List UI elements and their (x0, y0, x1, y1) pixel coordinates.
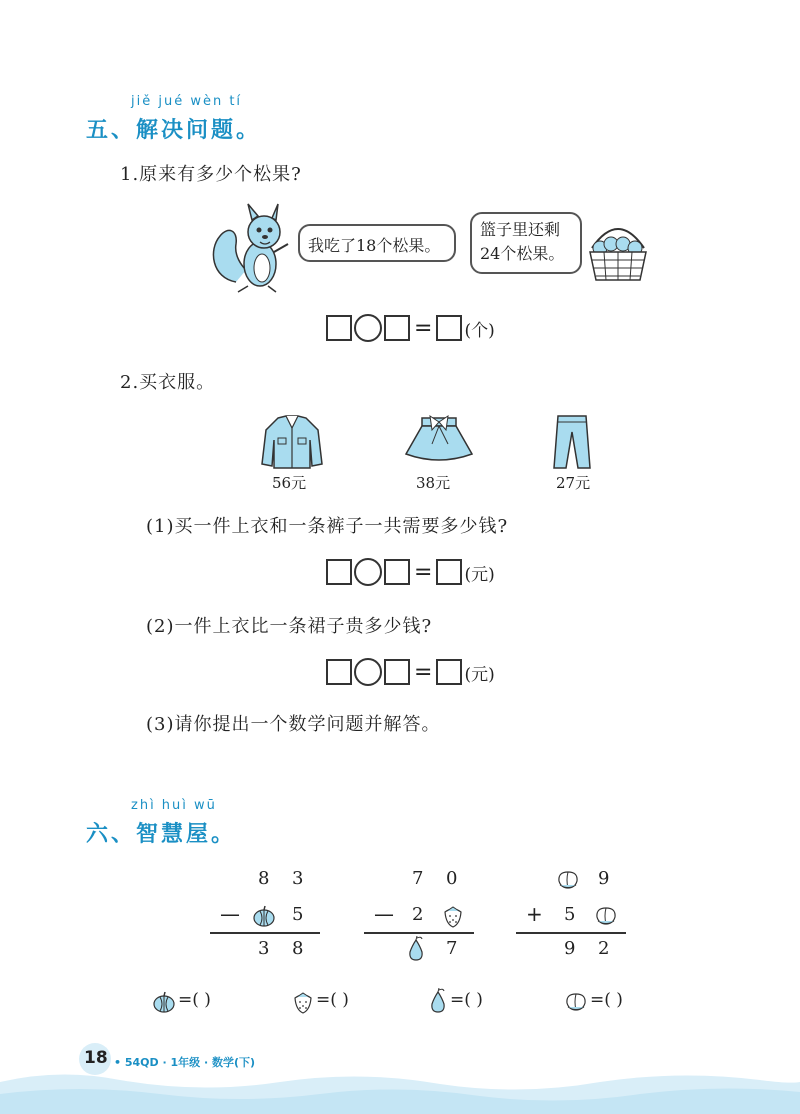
pants-price: 27元 (556, 474, 591, 492)
equals-sign: = (414, 559, 433, 585)
pear-icon (428, 988, 448, 1014)
subquestion-1: (1)买一件上衣和一条裤子一共需要多少钱? (146, 516, 509, 537)
equals-sign: = (414, 659, 433, 685)
bubble-right-line2: 24个松果。 (480, 244, 565, 263)
puzzle-2 (364, 866, 474, 966)
operator-circle[interactable] (354, 658, 382, 686)
answer-box[interactable] (326, 315, 352, 341)
answer-box[interactable] (436, 559, 462, 585)
bubble-right-line1: 篮子里还剩 (480, 220, 561, 239)
unit-label: (元) (464, 564, 495, 585)
squirrel-speech-bubble (298, 224, 456, 262)
operator-circle[interactable] (354, 314, 382, 342)
basket-icon (586, 218, 650, 284)
pear-icon (406, 936, 426, 962)
digit: 5 (564, 904, 576, 925)
basket-speech-bubble (470, 212, 582, 274)
bubble-left-text: 我吃了18个松果。 (308, 236, 441, 255)
peach-icon (564, 990, 588, 1012)
peach-icon (594, 904, 618, 926)
section5-title: 五、解决问题。 (86, 118, 262, 143)
question-2-label: 2.买衣服。 (120, 372, 216, 393)
answer-box[interactable] (436, 659, 462, 685)
digit: 0 (446, 868, 458, 889)
answer-box[interactable] (436, 315, 462, 341)
strawberry-answer-blank[interactable]: =( ) (316, 990, 349, 1010)
digit: 8 (258, 868, 270, 889)
answer-box[interactable] (326, 659, 352, 685)
minus-sign: — (220, 902, 240, 926)
strawberry-icon (292, 990, 314, 1014)
pumpkin-answer-blank[interactable]: =( ) (178, 990, 211, 1010)
squirrel-icon (208, 200, 296, 296)
equation-row-2 (326, 558, 495, 586)
jacket-price: 56元 (272, 474, 307, 492)
answer-box[interactable] (384, 559, 410, 585)
skirt-price: 38元 (416, 474, 451, 492)
strawberry-icon (442, 904, 464, 928)
section6-pinyin: zhì huì wū (131, 798, 217, 813)
digit: 3 (258, 938, 270, 959)
footer-text: • 54QD · 1年级 · 数学(下) (114, 1056, 256, 1069)
digit: 2 (412, 904, 424, 925)
minus-sign: — (374, 902, 394, 926)
answer-box[interactable] (326, 559, 352, 585)
digit: 9 (564, 938, 576, 959)
unit-label: (个) (464, 320, 495, 341)
answer-box[interactable] (384, 659, 410, 685)
equals-sign: = (414, 315, 433, 341)
digit: 3 (292, 868, 304, 889)
pumpkin-icon (252, 904, 276, 928)
sum-line (364, 932, 474, 934)
digit: 5 (292, 904, 304, 925)
sum-line (210, 932, 320, 934)
pear-answer-blank[interactable]: =( ) (450, 990, 483, 1010)
operator-circle[interactable] (354, 558, 382, 586)
question-1-label: 1.原来有多少个松果? (120, 164, 302, 185)
digit: 7 (412, 868, 424, 889)
pants-icon (550, 414, 594, 470)
sum-line (516, 932, 626, 934)
digit: 8 (292, 938, 304, 959)
answer-box[interactable] (384, 315, 410, 341)
equation-row-1 (326, 314, 495, 342)
subquestion-2: (2)一件上衣比一条裙子贵多少钱? (146, 616, 433, 637)
digit: 9 (598, 868, 610, 889)
puzzle-1 (210, 866, 320, 966)
pumpkin-icon (152, 990, 176, 1014)
section6-title: 六、智慧屋。 (86, 822, 237, 847)
peach-answer-blank[interactable]: =( ) (590, 990, 623, 1010)
digit: 2 (598, 938, 610, 959)
subquestion-3: (3)请你提出一个数学问题并解答。 (146, 714, 441, 735)
peach-icon (556, 868, 580, 890)
plus-sign: + (526, 902, 543, 926)
puzzle-3 (516, 866, 626, 966)
answers-row (152, 988, 692, 1018)
jacket-icon (260, 414, 324, 470)
equation-row-3 (326, 658, 495, 686)
page-number: 18 (84, 1048, 108, 1068)
section5-pinyin: jiě jué wèn tí (131, 94, 243, 109)
digit: 7 (446, 938, 458, 959)
skirt-icon (402, 414, 476, 464)
unit-label: (元) (464, 664, 495, 685)
